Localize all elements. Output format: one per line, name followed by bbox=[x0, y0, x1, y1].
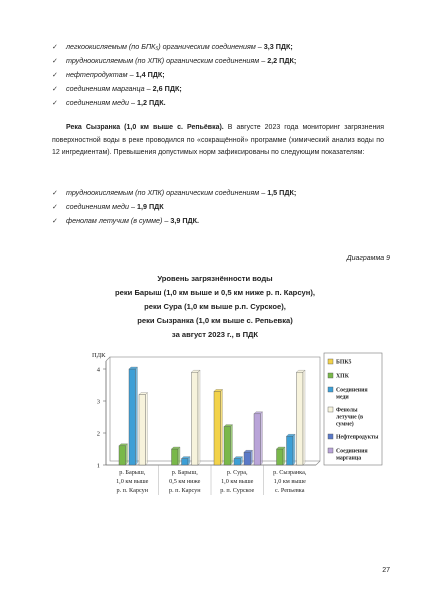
x-tick-label: р. п. Карсун bbox=[168, 487, 201, 494]
bar-side bbox=[231, 425, 233, 465]
bullet-text: легкоокисляемым (по БПК₅) органическим соединениям – bbox=[66, 42, 264, 51]
bullet-item bbox=[52, 54, 392, 68]
chart-svg bbox=[84, 349, 386, 521]
x-tick-label: 1,0 км выше bbox=[221, 478, 254, 485]
bar-side bbox=[178, 447, 180, 465]
y-tick-label: 1 bbox=[96, 462, 100, 470]
legend-swatch bbox=[328, 434, 333, 439]
bar bbox=[234, 459, 241, 465]
bar bbox=[224, 427, 231, 465]
chart-title-line: реки Сызранка (1,0 км выше с. Репьевка) bbox=[137, 316, 293, 325]
page-number: 27 bbox=[382, 567, 390, 574]
y-tick-label: 2 bbox=[96, 430, 100, 438]
bar-side bbox=[221, 389, 223, 465]
bullet-text: соединениям марганца – bbox=[66, 84, 153, 93]
chart-title-line: за август 2023 г., в ПДК bbox=[171, 330, 259, 339]
bullet-value: 1,9 ПДК bbox=[136, 202, 164, 211]
chart-title-line: реки Сура (1,0 км выше р.п. Сурское), bbox=[144, 302, 286, 311]
bar bbox=[214, 391, 221, 465]
legend-entry: марганца bbox=[336, 455, 362, 462]
legend-swatch bbox=[328, 359, 333, 364]
legend-entry: сумме) bbox=[336, 421, 354, 428]
bar bbox=[254, 414, 261, 465]
bar-side bbox=[198, 370, 200, 465]
floor-edge bbox=[316, 461, 320, 465]
chart-title-line: Уровень загрязнённости воды bbox=[157, 274, 273, 283]
checkmark-icon: ✓ bbox=[52, 202, 59, 211]
bullet-text: трудноокисляемым (по ХПК) органическим соединениям – bbox=[66, 56, 268, 65]
bullet-value: 1,5 ПДК; bbox=[267, 188, 297, 197]
legend-entry: ХПК bbox=[336, 373, 349, 380]
legend-entry: Нефтепродукты bbox=[336, 434, 379, 441]
checkmark-icon: ✓ bbox=[52, 98, 59, 107]
bar bbox=[192, 372, 199, 465]
bar bbox=[182, 459, 189, 465]
x-tick-label: р. Барыш, bbox=[119, 469, 146, 476]
x-tick-label: 1,0 км выше bbox=[116, 478, 149, 485]
bar-side bbox=[126, 444, 128, 465]
checkmark-icon: ✓ bbox=[52, 216, 59, 225]
bullet-value: 2,2 ПДК; bbox=[267, 56, 297, 65]
bullet-item bbox=[52, 186, 392, 200]
bar bbox=[277, 449, 284, 465]
legend-entry: летучие (в bbox=[336, 414, 364, 421]
bullet-text: фенолам летучим (в сумме) – bbox=[66, 216, 171, 225]
legend-entry: Соединения bbox=[336, 448, 368, 455]
bullet-text: трудноокисляемым (по ХПК) органическим соединениям – bbox=[66, 188, 268, 197]
bullet-value: 1,2 ПДК. bbox=[136, 98, 166, 107]
bar bbox=[119, 446, 126, 465]
river-paragraph bbox=[52, 122, 384, 160]
x-tick-label: 1,0 км выше bbox=[273, 478, 306, 485]
bullet-value: 2,6 ПДК; bbox=[152, 84, 182, 93]
bullet-item bbox=[52, 40, 392, 54]
bullet-item bbox=[52, 200, 392, 214]
legend-swatch bbox=[328, 373, 333, 378]
bullet-text: соединениям меди – bbox=[66, 202, 137, 211]
bullet-text: нефтепродуктам – bbox=[66, 70, 136, 79]
x-tick-label: р. Сызранка, bbox=[273, 469, 307, 476]
checkmark-icon: ✓ bbox=[52, 84, 59, 93]
x-tick-label: р. Сура, bbox=[226, 469, 248, 476]
bar bbox=[287, 436, 294, 465]
legend-entry: Соединения bbox=[336, 387, 368, 394]
chart bbox=[84, 349, 386, 521]
bar bbox=[139, 395, 146, 465]
legend-entry: меди bbox=[336, 394, 349, 401]
bar-side bbox=[146, 393, 148, 465]
bar-side bbox=[261, 412, 263, 465]
bar-side bbox=[283, 447, 285, 465]
y-tick-label: 4 bbox=[96, 366, 100, 374]
bar bbox=[297, 372, 304, 465]
bullet-value: 3,9 ПДК. bbox=[170, 216, 200, 225]
bullet-item bbox=[52, 82, 392, 96]
legend-entry: БПК5 bbox=[336, 359, 352, 366]
chart-title-line: реки Барыш (1,0 км выше и 0,5 км ниже р. п. Карсун), bbox=[115, 288, 315, 297]
x-tick-label: р. п. Сурское bbox=[220, 487, 255, 494]
bullet-item bbox=[52, 68, 392, 82]
bar-side bbox=[293, 434, 295, 465]
bullet-item bbox=[52, 96, 392, 110]
bar-side bbox=[136, 367, 138, 465]
x-tick-label: р. п. Карсун bbox=[116, 487, 149, 494]
bullet-text: соединениям меди – bbox=[66, 98, 137, 107]
checkmark-icon: ✓ bbox=[52, 42, 59, 51]
bullet-list-2 bbox=[52, 186, 392, 228]
y-tick-label: 3 bbox=[96, 398, 100, 406]
chart-title bbox=[40, 272, 390, 342]
bar bbox=[129, 369, 136, 465]
y-axis-label: ПДК bbox=[92, 352, 106, 359]
diagram-label: Диаграмма 9 bbox=[346, 255, 390, 262]
bullet-list-1 bbox=[52, 40, 392, 110]
bullet-value: 3,3 ПДК; bbox=[263, 42, 293, 51]
legend-swatch bbox=[328, 448, 333, 453]
x-tick-label: 0,5 км ниже bbox=[169, 478, 201, 485]
checkmark-icon: ✓ bbox=[52, 70, 59, 79]
bullet-value: 1,4 ПДК; bbox=[135, 70, 165, 79]
bar bbox=[244, 452, 251, 465]
legend-swatch bbox=[328, 387, 333, 392]
checkmark-icon: ✓ bbox=[52, 56, 59, 65]
x-tick-label: р. Барыш, bbox=[171, 469, 198, 476]
legend-entry: Фенолы bbox=[336, 407, 358, 414]
bar bbox=[172, 449, 179, 465]
paragraph-body: В августе 2023 года мониторинг загрязнения поверхностной воды в реке проводился по «сокращённой» программе (химический анализ воды по 12 ингредиентам). Превышения допустимых норм зафиксированы по следующим показателям: bbox=[52, 124, 385, 156]
wall-edge bbox=[106, 357, 110, 361]
bar-side bbox=[251, 450, 253, 465]
bullet-item bbox=[52, 214, 392, 228]
x-tick-label: с. Репьевка bbox=[275, 487, 305, 494]
legend-swatch bbox=[328, 407, 333, 412]
river-name: Река Сызранка (1,0 км выше с. Репьёвка). bbox=[66, 124, 224, 131]
bar-side bbox=[303, 370, 305, 465]
checkmark-icon: ✓ bbox=[52, 188, 59, 197]
